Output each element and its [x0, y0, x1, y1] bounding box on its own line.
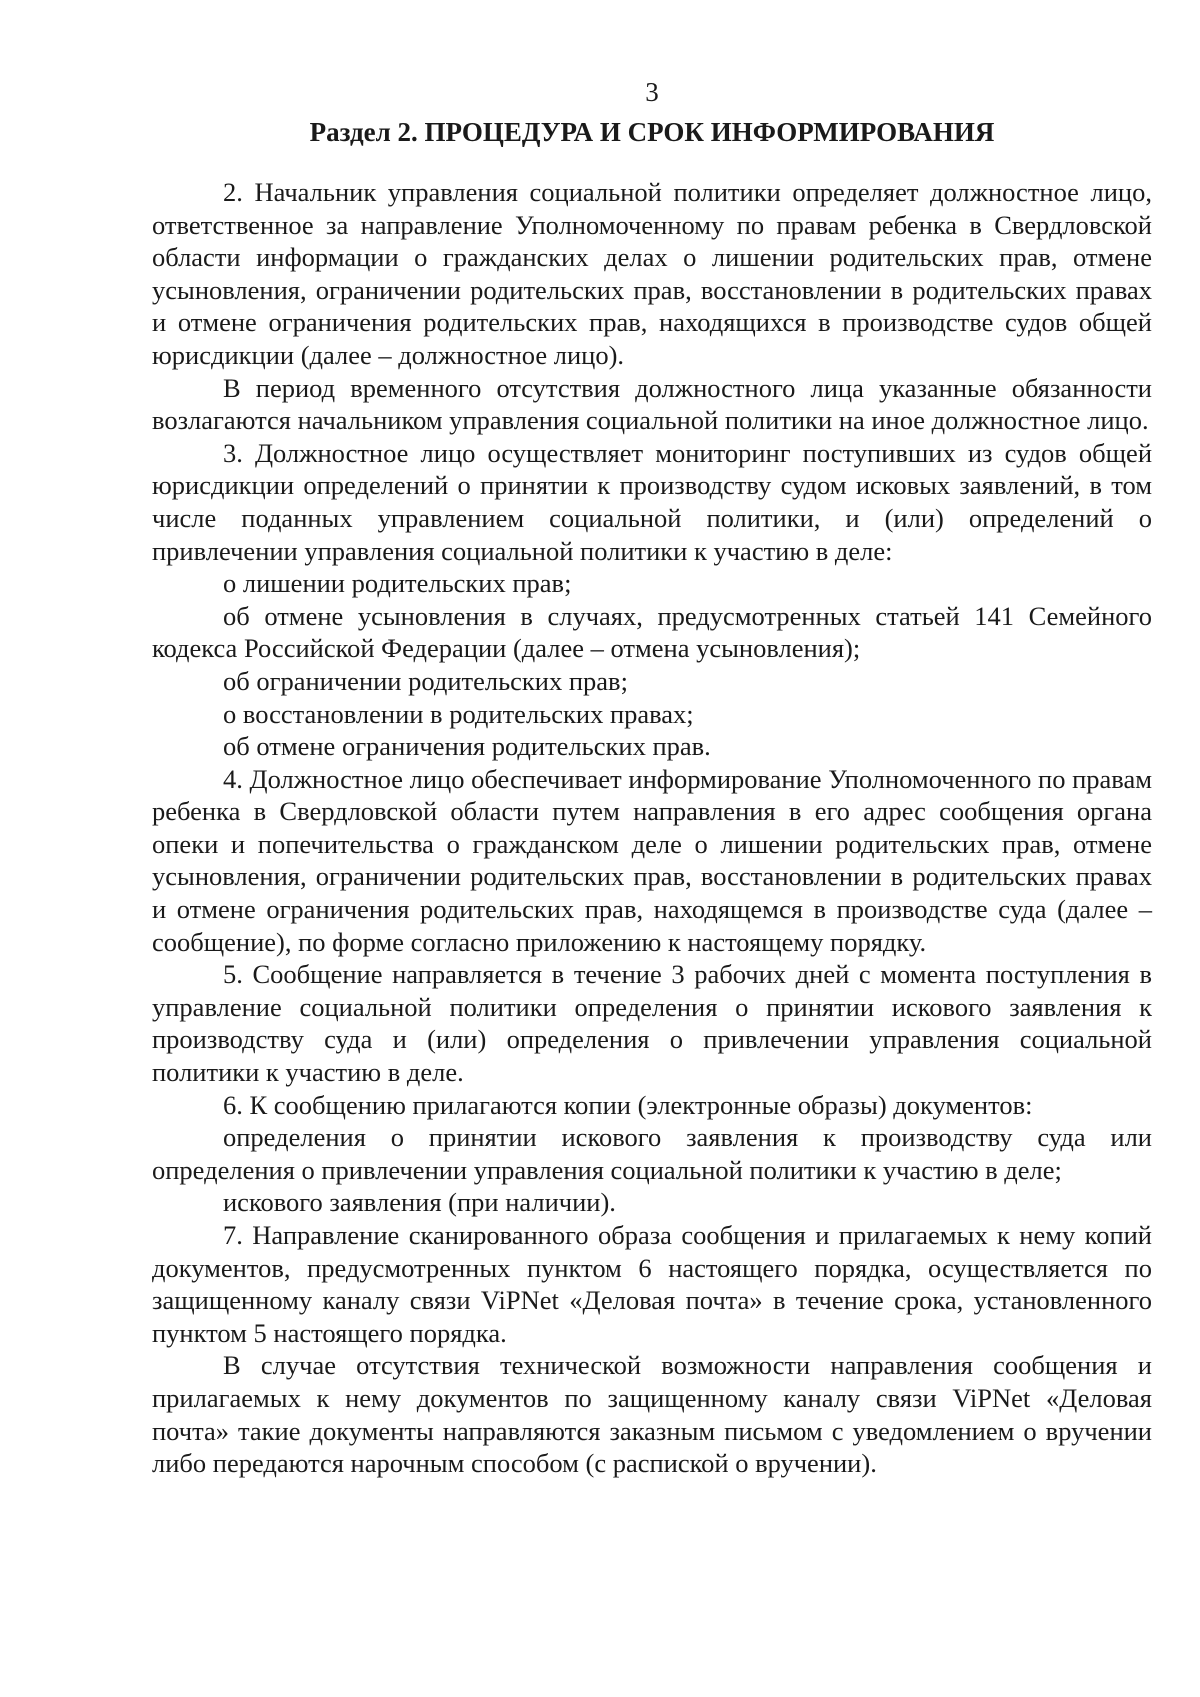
document-page	[152, 72, 1152, 1480]
paragraph-4-informing: 4. Должностное лицо обеспечивает информирование Уполномоченного по правам ребенка в Свердловской области путем направления в его адрес сообщения органа опеки и попечительства о гражданском деле о лишении родительских прав, отмене усыновления, ограничении родительских прав, восстановлении в родительских правах и отмене ограничения родительских прав, находящемся в производстве суда (далее – сообщение), по форме согласно приложению к настоящему порядку.	[152, 763, 1152, 957]
list-item-restriction: об ограничении родительских прав;	[223, 665, 628, 696]
page-number: 3	[645, 77, 659, 107]
list-item-restriction-cancellation: об отмене ограничения родительских прав.	[223, 731, 711, 762]
paragraph-6-attachments: 6. К сообщению прилагаются копии (электронные образы) документов:	[223, 1089, 1033, 1120]
list-item-deprivation: о лишении родительских прав;	[223, 568, 572, 599]
paragraph-5-deadline: 5. Сообщение направляется в течение 3 рабочих дней с момента поступления в управление социальной политики определения о принятии искового заявления к производству суда и (или) определения о привлечении управления социальной политики к участию в деле.	[152, 959, 1152, 1088]
list-item-court-determination: определения о принятии искового заявления к производству суда или определения о привлечении управления социальной политики к участию в деле;	[152, 1122, 1152, 1185]
paragraph-temporary-absence: В период временного отсутствия должностного лица указанные обязанности возлагаются начальником управления социальной политики на иное должностное лицо.	[152, 372, 1152, 436]
list-item-adoption-cancellation: об отмене усыновления в случаях, предусмотренных статьей 141 Семейного кодекса Российской Федерации (далее – отмена усыновления);	[152, 600, 1152, 664]
list-item-restoration: о восстановлении в родительских правах;	[223, 698, 694, 729]
paragraph-alternative-delivery: В случае отсутствия технической возможности направления сообщения и прилагаемых к нему документов по защищенному каналу связи ViPNet «Деловая почта» такие документы направляются заказным письмом с уведомлением о вручении либо передаются нарочным способом (с распиской о вручении).	[152, 1350, 1152, 1479]
paragraph-2-responsible-person: 2. Начальник управления социальной политики определяет должностное лицо, ответственное за направление Уполномоченному по правам ребенка в Свердловской области информации о гражданских делах о лишении родительских прав, отмене усыновления, ограничении родительских прав, восстановлении в родительских правах и отмене ограничения родительских прав, находящихся в производстве судов общей юрисдикции (далее – должностное лицо).	[152, 177, 1152, 370]
section-title: Раздел 2. ПРОЦЕДУРА И СРОК ИНФОРМИРОВАНИЯ	[309, 117, 995, 147]
list-item-claim: искового заявления (при наличии).	[223, 1187, 616, 1218]
paragraph-3-monitoring: 3. Должностное лицо осуществляет мониторинг поступивших из судов общей юрисдикции определений о принятии к производству судом исковых заявлений, в том числе поданных управлением социальной политики, и (или) определений о привлечении управления социальной политики к участию в деле:	[152, 437, 1152, 566]
paragraph-7-transmission: 7. Направление сканированного образа сообщения и прилагаемых к нему копий документов, предусмотренных пунктом 6 настоящего порядка, осуществляется по защищенному каналу связи ViPNet «Деловая почта» в течение срока, установленного пунктом 5 настоящего порядка.	[152, 1220, 1152, 1348]
document-body	[152, 176, 1152, 1480]
